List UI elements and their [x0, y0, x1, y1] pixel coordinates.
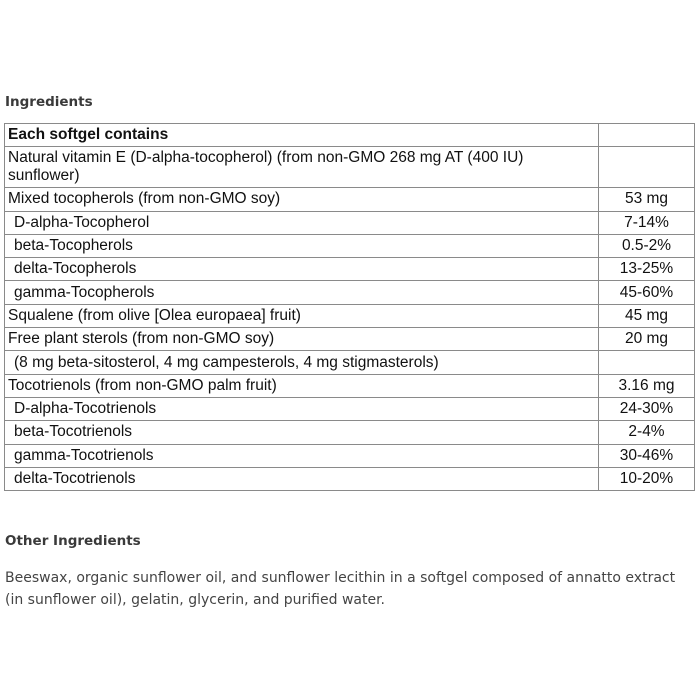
ingredient-name: Squalene (from olive [Olea europaea] fruit)	[5, 304, 599, 327]
ingredient-amount: 45 mg	[599, 304, 695, 327]
table-row	[5, 211, 695, 234]
ingredient-amount: 13-25%	[599, 258, 695, 281]
ingredient-name: gamma-Tocopherols	[5, 281, 599, 304]
ingredient-amount: 30-46%	[599, 444, 695, 467]
table-row	[5, 147, 695, 188]
ingredient-name: (8 mg beta-sitosterol, 4 mg campesterols, 4 mg stigmasterols)	[5, 351, 599, 374]
ingredient-name: Free plant sterols (from non-GMO soy)	[5, 328, 599, 351]
ingredient-amount: 24-30%	[599, 397, 695, 420]
table-row	[5, 397, 695, 420]
table-row	[5, 374, 695, 397]
ingredient-amount: 7-14%	[599, 211, 695, 234]
table-row	[5, 281, 695, 304]
ingredient-name: Natural vitamin E (D-alpha-tocopherol) (from non-GMO 268 mg AT (400 IU) sunflower)	[5, 147, 599, 188]
ingredient-amount: 45-60%	[599, 281, 695, 304]
table-row	[5, 234, 695, 257]
ingredients-heading: Ingredients	[5, 94, 93, 110]
ingredient-amount	[599, 124, 695, 147]
ingredient-name: D-alpha-Tocotrienols	[5, 397, 599, 420]
table-row	[5, 258, 695, 281]
table-row	[5, 328, 695, 351]
ingredient-amount: 20 mg	[599, 328, 695, 351]
table-row	[5, 421, 695, 444]
ingredient-amount: 2-4%	[599, 421, 695, 444]
ingredients-table	[4, 123, 695, 491]
ingredient-amount	[599, 147, 695, 188]
table-row	[5, 467, 695, 490]
ingredient-name: D-alpha-Tocopherol	[5, 211, 599, 234]
table-row	[5, 351, 695, 374]
ingredient-name: beta-Tocopherols	[5, 234, 599, 257]
ingredient-amount: 53 mg	[599, 188, 695, 211]
table-header-row	[5, 124, 695, 147]
ingredient-name: Tocotrienols (from non-GMO palm fruit)	[5, 374, 599, 397]
ingredient-name: gamma-Tocotrienols	[5, 444, 599, 467]
ingredient-amount: 0.5-2%	[599, 234, 695, 257]
ingredient-name: beta-Tocotrienols	[5, 421, 599, 444]
ingredient-name: delta-Tocopherols	[5, 258, 599, 281]
table-row	[5, 304, 695, 327]
other-ingredients-text: Beeswax, organic sunflower oil, and sunflower lecithin in a softgel composed of annatto extract (in sunflower oil), gelatin, glycerin, and purified water.	[5, 570, 676, 608]
ingredient-name: Mixed tocopherols (from non-GMO soy)	[5, 188, 599, 211]
ingredient-amount	[599, 351, 695, 374]
ingredient-amount: 10-20%	[599, 467, 695, 490]
table-row	[5, 444, 695, 467]
ingredient-amount: 3.16 mg	[599, 374, 695, 397]
ingredient-name: delta-Tocotrienols	[5, 467, 599, 490]
other-ingredients-heading: Other Ingredients	[5, 533, 141, 549]
ingredient-name: Each softgel contains	[5, 124, 599, 147]
table-row	[5, 188, 695, 211]
